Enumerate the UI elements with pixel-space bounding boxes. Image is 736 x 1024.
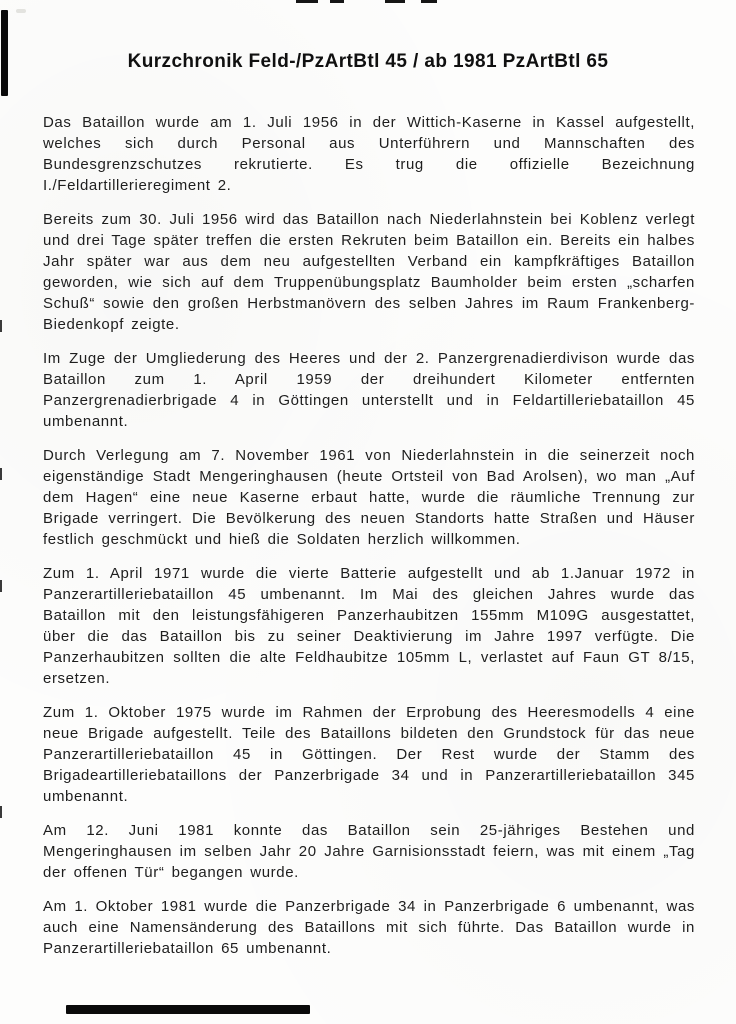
document-title: Kurzchronik Feld-/PzArtBtl 45 / ab 1981 PzArtBtl 65: [127, 51, 609, 72]
scan-artifact-left-dash: [0, 468, 2, 480]
scan-artifact-bottom-bar: [66, 1005, 310, 1014]
scan-artifact-left-bar: [1, 10, 8, 96]
scan-artifact-left-dash: [0, 806, 2, 818]
scan-artifact-smudge: [16, 9, 26, 13]
scan-artifact-left-dash: [0, 320, 2, 332]
paragraph: Zum 1. April 1971 wurde die vierte Batterie aufgestellt und ab 1.Januar 1972 in Panzerartilleriebataillon 45 umbenannt. Im Mai des gleichen Jahres wurde das Bataillon mit den leistungsfähigeren Panzerhaubitzen 155mm M109G ausgestattet, über die das Bataillon bis zu seiner Deaktivierung im Jahre 1997 verfügte. Die Panzerhaubitzen sollten die alte Feldhaubitze 105mm L, verlastet auf Faun GT 8/15, ersetzen.: [43, 564, 695, 687]
paragraph: Das Bataillon wurde am 1. Juli 1956 in der Wittich-Kaserne in Kassel aufgestellt, welches sich durch Personal aus Unterführern und Mannschaften des Bundesgrenzschutzes rekrutierte. Es trug die offizielle Bezeichnung I./Feldartillerieregiment 2.: [43, 113, 695, 194]
paragraph: Durch Verlegung am 7. November 1961 von Niederlahnstein in die seinerzeit noch eigenständige Stadt Mengeringhausen (heute Ortsteil von Bad Arolsen), wo man „Auf dem Hagen“ eine neue Kaserne erbaut hatte, wurde die räumliche Trennung zur Brigade verringert. Die Bevölkerung des neuen Standorts hatte Straßen und Häuser festlich geschmückt und hieß die Soldaten herzlich willkommen.: [43, 446, 695, 548]
scan-artifact-top-dash: [421, 0, 437, 3]
scan-artifact-top-dash: [330, 0, 344, 3]
paragraph: Am 12. Juni 1981 konnte das Bataillon sein 25-jähriges Bestehen und Mengeringhausen im selben Jahr 20 Jahre Garnisionsstadt feiern, was mit einem „Tag der offenen Tür“ begangen wurde.: [43, 821, 695, 881]
scan-artifact-top-dash: [296, 0, 318, 3]
document-body: [0, 74, 736, 959]
paragraph: Im Zuge der Umgliederung des Heeres und der 2. Panzergrenadierdivison wurde das Bataillon zum 1. April 1959 der dreihundert Kilometer entfernten Panzergrenadierbrigade 4 in Göttingen unterstellt und in Feldartilleriebataillon 45 umbenannt.: [43, 349, 695, 430]
paragraph: Zum 1. Oktober 1975 wurde im Rahmen der Erprobung des Heeresmodells 4 eine neue Brigade aufgestellt. Teile des Bataillons bildeten den Grundstock für das neue Panzerartilleriebataillon 45 in Göttingen. Der Rest wurde der Stamm des Brigadeartilleriebataillons der Panzerbrigade 34 und in Panzerartilleriebataillon 345 umbenannt.: [43, 703, 695, 805]
paragraph: Am 1. Oktober 1981 wurde die Panzerbrigade 34 in Panzerbrigade 6 umbenannt, was auch eine Namensänderung des Bataillons mit sich führte. Das Bataillon wurde in Panzerartilleriebataillon 65 umbenannt.: [43, 897, 695, 957]
scan-artifact-top-dash: [385, 0, 405, 3]
paragraph: Bereits zum 30. Juli 1956 wird das Bataillon nach Niederlahnstein bei Koblenz verlegt und drei Tage später treffen die ersten Rekruten beim Bataillon ein. Bereits ein halbes Jahr später war aus dem neu aufgestellten Verband ein kampfkräftiges Bataillon geworden, wie sich auf dem Truppenübungsplatz Baumholder beim ersten „scharfen Schuß“ sowie den großen Herbstmanövern des selben Jahres im Raum Frankenberg-Biedenkopf zeigte.: [43, 210, 695, 333]
scan-artifact-left-dash: [0, 580, 2, 592]
